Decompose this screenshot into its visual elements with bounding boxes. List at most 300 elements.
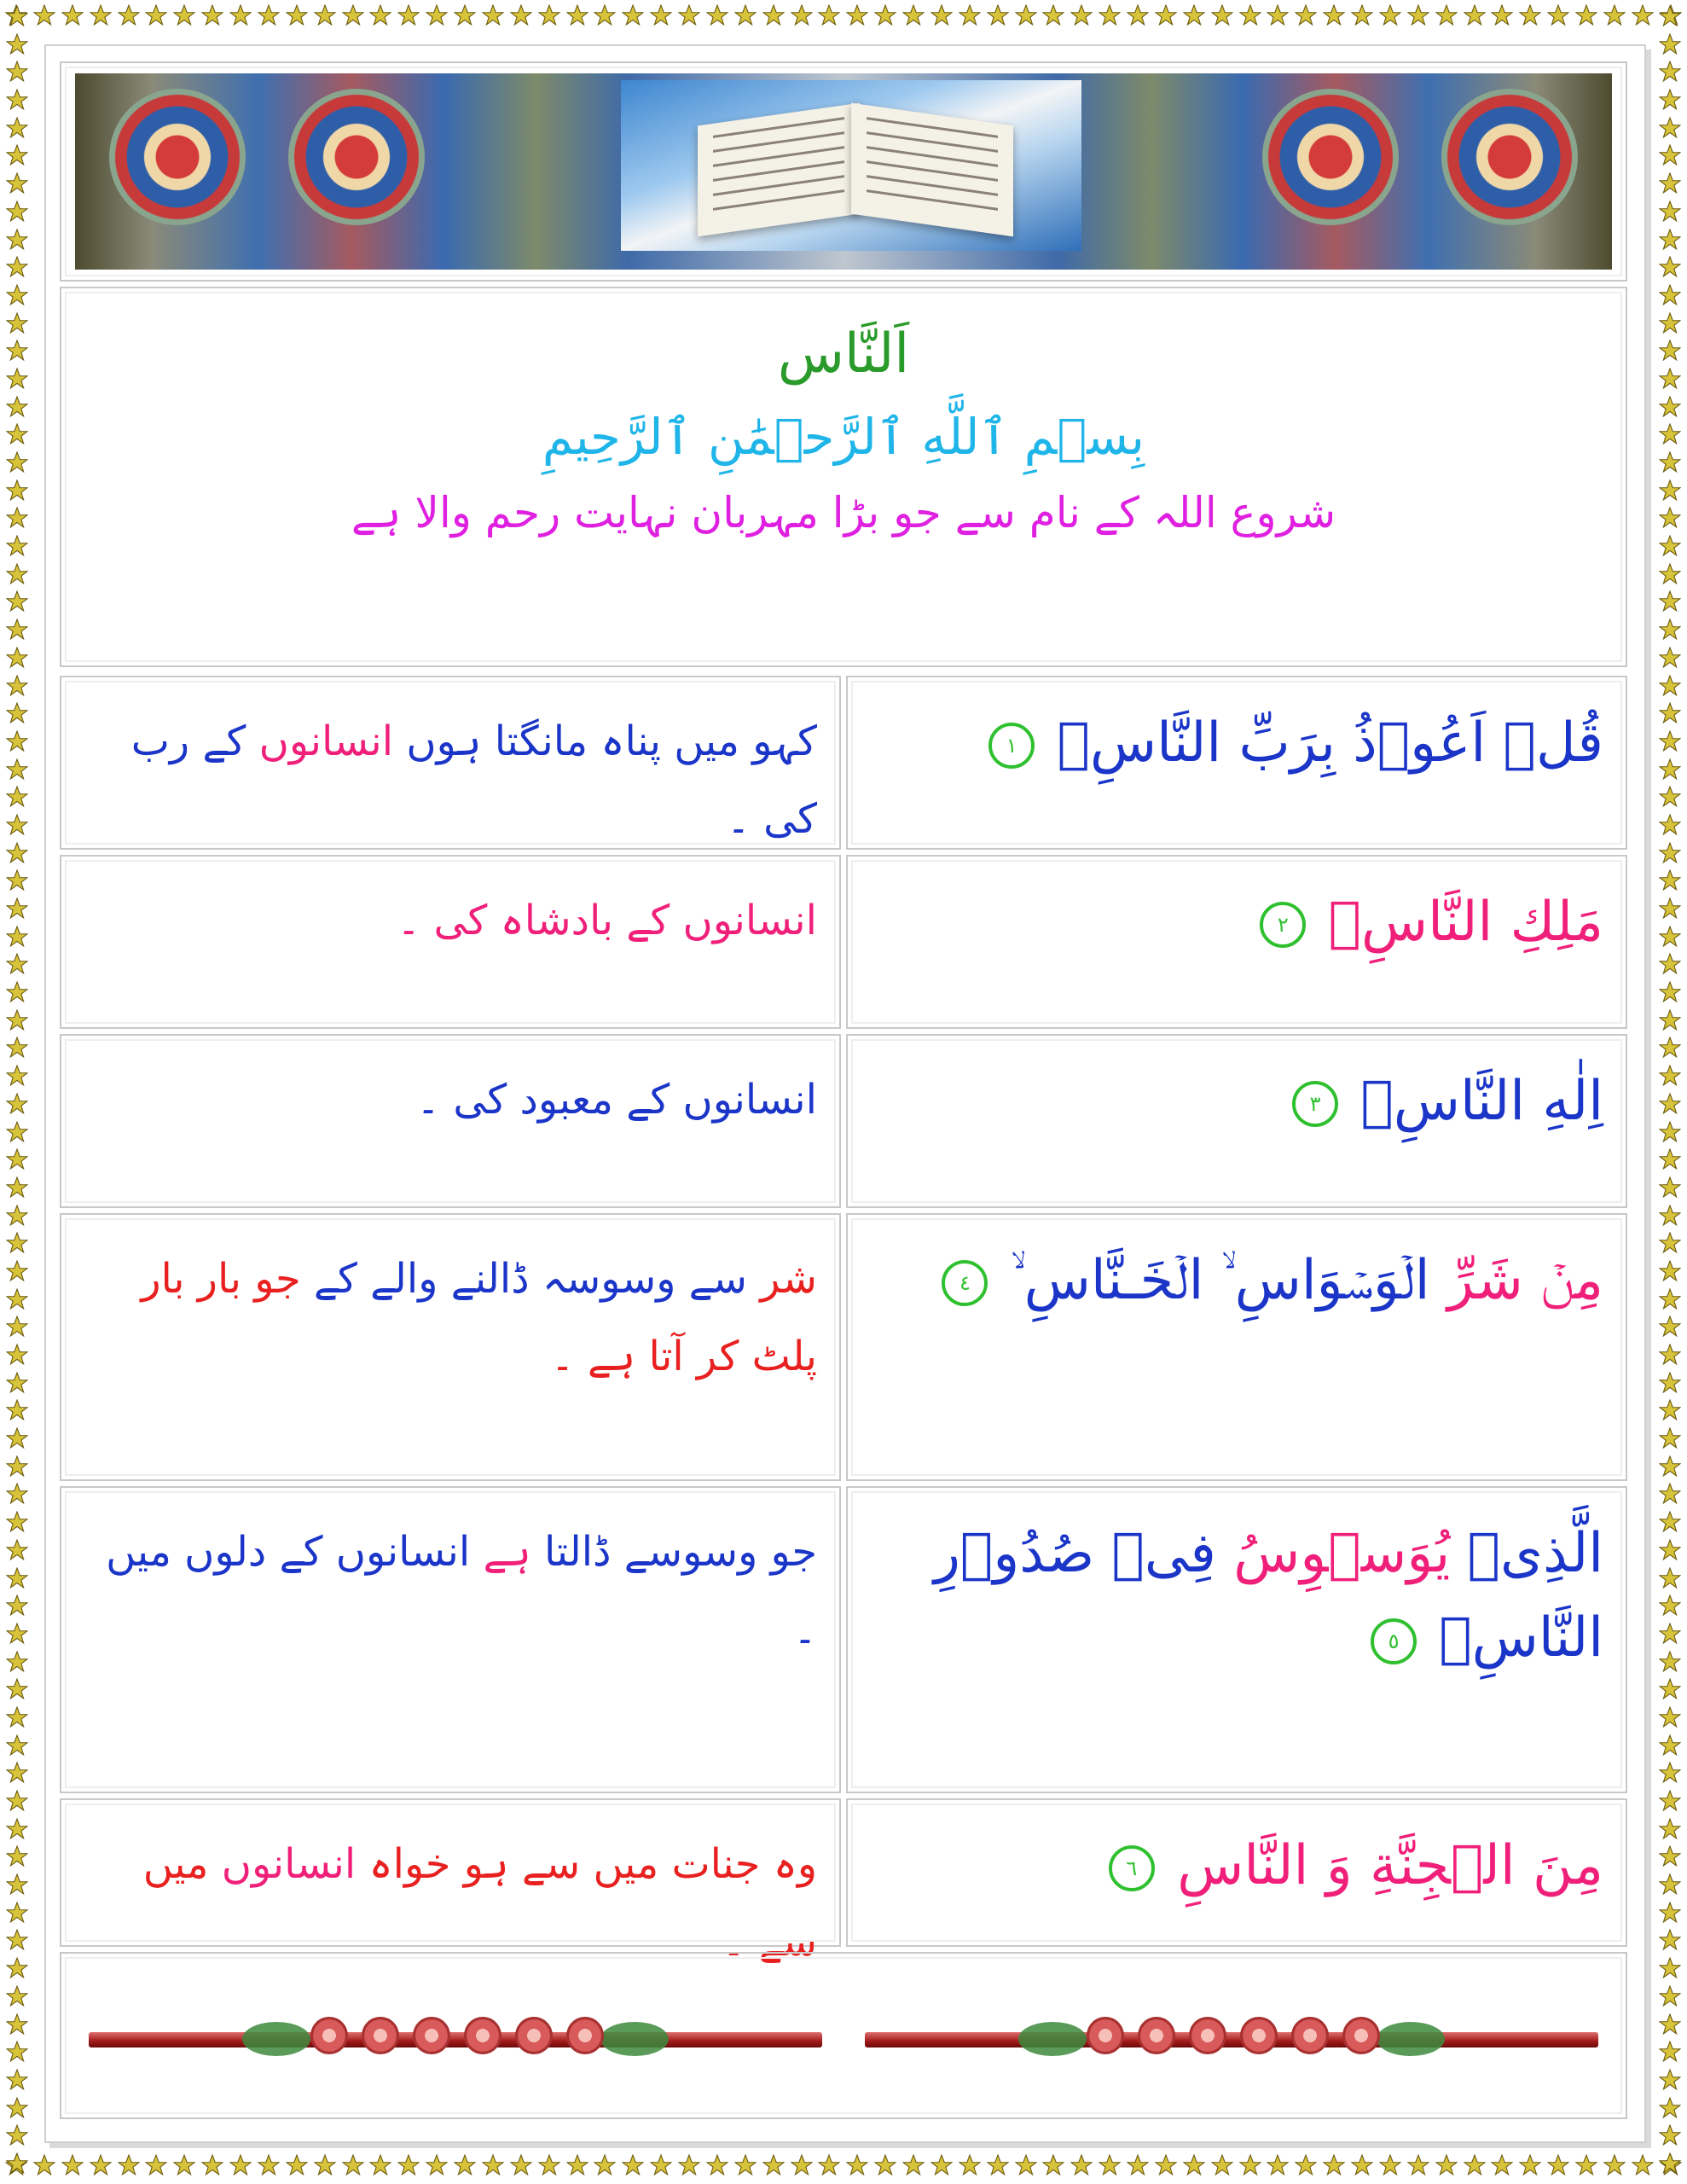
star-icon — [1659, 814, 1681, 839]
star-border-bottom — [0, 2150, 1687, 2184]
star-icon — [930, 4, 953, 30]
urdu-translation-cell — [60, 1034, 841, 1208]
arabic-text: يُوَسۡوِسُ — [1233, 1522, 1451, 1585]
star-icon — [1659, 1455, 1681, 1481]
star-icon — [1659, 2124, 1681, 2150]
arabic-verse-cell — [846, 676, 1627, 850]
rose-garland-icon — [865, 2013, 1598, 2065]
star-icon — [1659, 1845, 1681, 1871]
star-icon — [1659, 1232, 1681, 1258]
floral-ornament-icon — [1262, 89, 1399, 225]
star-icon — [369, 4, 391, 30]
star-icon — [1659, 2152, 1681, 2178]
star-icon — [1659, 2069, 1681, 2094]
banner-panel — [60, 61, 1627, 282]
star-icon — [6, 1957, 28, 1983]
star-icon — [1659, 1427, 1681, 1453]
star-icon — [6, 1372, 28, 1397]
star-icon — [6, 284, 28, 310]
star-icon — [1659, 1037, 1681, 1062]
star-icon — [1491, 2154, 1513, 2180]
star-icon — [959, 2154, 981, 2180]
star-icon — [6, 1623, 28, 1648]
star-icon — [6, 1121, 28, 1147]
star-icon — [1575, 4, 1597, 30]
star-icon — [846, 4, 868, 30]
star-icon — [6, 1902, 28, 1927]
star-icon — [1659, 1093, 1681, 1118]
star-icon — [6, 897, 28, 923]
star-icon — [510, 4, 532, 30]
star-icon — [1659, 340, 1681, 365]
star-icon — [1659, 507, 1681, 532]
star-icon — [874, 2154, 896, 2180]
arabic-text: فِىۡ صُدُوۡرِ النَّاسِۙ — [934, 1522, 1603, 1670]
ayah-number-marker: ٢ — [1260, 902, 1306, 948]
decorative-banner — [75, 73, 1612, 270]
star-icon — [6, 1651, 28, 1676]
star-icon — [426, 4, 448, 30]
star-icon — [6, 229, 28, 254]
star-icon — [1659, 312, 1681, 338]
star-icon — [6, 5, 28, 31]
urdu-text: انسانوں کے دلوں میں ۔ — [106, 1528, 817, 1654]
star-icon — [510, 2154, 532, 2180]
book-page-left — [698, 103, 860, 237]
star-icon — [118, 2154, 140, 2180]
star-icon — [1659, 842, 1681, 868]
star-icon — [1632, 4, 1654, 30]
star-border-top — [0, 0, 1687, 34]
star-icon — [734, 2154, 757, 2180]
star-icon — [1659, 1205, 1681, 1230]
star-icon — [6, 1176, 28, 1202]
star-icon — [6, 1762, 28, 1787]
heading-panel — [60, 287, 1627, 667]
star-icon — [397, 2154, 420, 2180]
verse-row — [60, 676, 1627, 850]
star-icon — [6, 33, 28, 59]
star-icon — [1659, 1706, 1681, 1732]
star-icon — [33, 4, 55, 30]
urdu-translation-cell — [60, 855, 841, 1029]
star-icon — [566, 4, 588, 30]
bismillah: بِسۡمِ ٱللَّهِ ٱلرَّحۡمَٰنِ ٱلرَّحِيمِ — [542, 408, 1145, 466]
arabic-verse-cell — [846, 855, 1627, 1029]
star-icon — [1267, 4, 1289, 30]
star-icon — [650, 2154, 672, 2180]
arabic-text: النَّاسِۙ — [1328, 891, 1493, 954]
ayah-number-marker: ١ — [988, 723, 1035, 769]
star-icon — [1239, 2154, 1261, 2180]
star-icon — [6, 1205, 28, 1230]
star-icon — [6, 451, 28, 477]
star-icon — [6, 1344, 28, 1369]
urdu-translation-cell — [60, 1798, 841, 1966]
star-icon — [1659, 981, 1681, 1007]
star-icon — [1099, 2154, 1121, 2180]
star-icon — [734, 4, 757, 30]
star-icon — [1659, 1790, 1681, 1815]
star-icon — [1491, 4, 1513, 30]
star-icon — [1295, 2154, 1317, 2180]
star-icon — [1267, 2154, 1289, 2180]
arabic-verse-cell — [846, 1486, 1627, 1793]
star-icon — [1435, 4, 1458, 30]
star-icon — [6, 1511, 28, 1536]
verse-row — [60, 855, 1627, 1029]
bismillah-translation: شروع اللہ کے نام سے جو بڑا مہربان نہایت رحم والا ہے — [351, 488, 1336, 537]
star-icon — [6, 423, 28, 449]
arabic-text: مِنَ الۡجِنَّةِ — [1370, 1834, 1603, 1897]
star-icon — [1659, 229, 1681, 254]
star-icon — [6, 1316, 28, 1341]
star-icon — [678, 4, 700, 30]
urdu-translation-cell — [60, 676, 841, 850]
arabic-text: وَ النَّاسِ — [1177, 1834, 1353, 1897]
star-icon — [1323, 4, 1345, 30]
star-icon — [229, 2154, 252, 2180]
star-icon — [818, 4, 840, 30]
star-icon — [314, 2154, 336, 2180]
star-icon — [1659, 1929, 1681, 1955]
verse-row — [60, 1798, 1627, 1966]
star-icon — [6, 1594, 28, 1620]
star-icon — [1547, 2154, 1569, 2180]
star-icon — [1659, 1651, 1681, 1676]
star-icon — [1659, 1678, 1681, 1704]
star-icon — [1659, 1734, 1681, 1760]
floral-ornament-icon — [288, 89, 425, 225]
star-icon — [1659, 1985, 1681, 2011]
star-icon — [1183, 2154, 1205, 2180]
star-icon — [1659, 1009, 1681, 1035]
star-icon — [1659, 1902, 1681, 1927]
star-icon — [1603, 4, 1626, 30]
star-icon — [1659, 172, 1681, 198]
star-icon — [6, 1483, 28, 1508]
star-icon — [6, 926, 28, 951]
star-icon — [538, 2154, 560, 2180]
star-icon — [6, 1929, 28, 1955]
star-icon — [6, 1232, 28, 1258]
star-icon — [6, 1818, 28, 1844]
star-icon — [6, 953, 28, 979]
star-icon — [1659, 675, 1681, 700]
star-icon — [902, 2154, 925, 2180]
star-icon — [258, 2154, 280, 2180]
star-icon — [1659, 1957, 1681, 1983]
star-icon — [1351, 2154, 1373, 2180]
star-icon — [846, 2154, 868, 2180]
arabic-verse-cell — [846, 1798, 1627, 1947]
star-icon — [1659, 1288, 1681, 1314]
star-icon — [201, 4, 223, 30]
star-icon — [6, 1734, 28, 1760]
urdu-translation-cell — [60, 1213, 841, 1481]
star-icon — [6, 981, 28, 1007]
urdu-text: جو بار بار پلٹ کر آتا ہے ۔ — [141, 1255, 817, 1381]
star-icon — [1659, 396, 1681, 421]
open-quran-image — [621, 80, 1081, 251]
star-icon — [622, 4, 644, 30]
floral-ornament-icon — [109, 89, 246, 225]
star-icon — [1042, 4, 1064, 30]
star-icon — [286, 4, 308, 30]
star-icon — [1099, 4, 1121, 30]
star-icon — [1070, 4, 1093, 30]
star-icon — [1659, 1539, 1681, 1565]
star-icon — [6, 144, 28, 170]
star-icon — [342, 4, 364, 30]
star-icon — [1659, 5, 1681, 31]
star-icon — [6, 117, 28, 142]
star-icon — [1127, 2154, 1149, 2180]
star-icon — [6, 758, 28, 784]
star-icon — [1659, 953, 1681, 979]
star-icon — [369, 2154, 391, 2180]
star-icon — [1575, 2154, 1597, 2180]
star-icon — [1659, 1818, 1681, 1844]
star-icon — [987, 2154, 1009, 2180]
star-icon — [987, 4, 1009, 30]
urdu-text: میں سے ۔ — [142, 1840, 817, 1966]
star-icon — [622, 2154, 644, 2180]
star-icon — [1659, 730, 1681, 756]
star-icon — [482, 4, 504, 30]
star-icon — [1519, 4, 1541, 30]
star-icon — [1659, 619, 1681, 644]
star-icon — [6, 2124, 28, 2150]
star-icon — [1659, 2097, 1681, 2123]
star-icon — [1603, 2154, 1626, 2180]
star-icon — [1407, 4, 1429, 30]
star-icon — [1659, 1483, 1681, 1508]
star-icon — [145, 4, 167, 30]
star-icon — [6, 563, 28, 589]
star-icon — [1659, 926, 1681, 951]
star-icon — [6, 61, 28, 86]
star-icon — [791, 2154, 813, 2180]
star-icon — [1659, 479, 1681, 505]
star-icon — [6, 1790, 28, 1815]
star-icon — [1323, 2154, 1345, 2180]
star-icon — [1379, 4, 1401, 30]
star-icon — [6, 842, 28, 868]
ayah-number-marker: ٣ — [1292, 1081, 1338, 1127]
star-icon — [650, 4, 672, 30]
star-icon — [1015, 4, 1037, 30]
star-icon — [1659, 1873, 1681, 1899]
star-icon — [6, 1985, 28, 2011]
star-icon — [706, 2154, 728, 2180]
star-icon — [1659, 144, 1681, 170]
star-icon — [1519, 2154, 1541, 2180]
arabic-text: اِلٰهِ — [1542, 1070, 1603, 1133]
star-icon — [6, 200, 28, 226]
star-icon — [1211, 2154, 1233, 2180]
urdu-text: سے وسوسہ ڈالنے والے کے — [313, 1255, 748, 1303]
urdu-text: کہو میں پناہ مانگتا ہوں — [406, 717, 817, 765]
star-icon — [482, 2154, 504, 2180]
star-icon — [1547, 4, 1569, 30]
arabic-text: الۡوَسۡوَاسِ ۙ الۡخَـنَّاسِ ۙ — [1010, 1249, 1430, 1312]
star-icon — [6, 786, 28, 811]
star-icon — [1659, 368, 1681, 393]
urdu-text: انسانوں — [221, 1840, 357, 1888]
star-icon — [1155, 4, 1177, 30]
star-icon — [6, 1455, 28, 1481]
star-icon — [1659, 869, 1681, 895]
star-icon — [1659, 451, 1681, 477]
star-icon — [1659, 1260, 1681, 1286]
star-icon — [1659, 1344, 1681, 1369]
star-icon — [61, 2154, 84, 2180]
urdu-text: انسانوں کے معبود کی ۔ — [415, 1076, 817, 1124]
star-icon — [1659, 117, 1681, 142]
star-icon — [201, 2154, 223, 2180]
star-icon — [6, 535, 28, 561]
star-icon — [1659, 256, 1681, 282]
star-icon — [1659, 1316, 1681, 1341]
star-icon — [6, 730, 28, 756]
star-icon — [1659, 1399, 1681, 1425]
star-icon — [6, 507, 28, 532]
star-icon — [6, 619, 28, 644]
star-icon — [6, 2069, 28, 2094]
surah-title: اَلنَّاس — [777, 322, 910, 386]
star-icon — [6, 1539, 28, 1565]
star-icon — [1295, 4, 1317, 30]
star-icon — [594, 4, 616, 30]
star-icon — [6, 590, 28, 616]
urdu-text: جو وسوسے ڈالتا — [544, 1528, 817, 1576]
floral-ornament-icon — [1441, 89, 1578, 225]
star-icon — [6, 702, 28, 728]
star-icon — [1659, 590, 1681, 616]
star-icon — [1659, 1511, 1681, 1536]
star-icon — [1183, 4, 1205, 30]
star-icon — [90, 4, 112, 30]
star-icon — [1351, 4, 1373, 30]
ayah-number-marker: ٤ — [942, 1260, 988, 1306]
star-icon — [229, 4, 252, 30]
star-icon — [1659, 647, 1681, 672]
star-icon — [930, 2154, 953, 2180]
star-icon — [678, 2154, 700, 2180]
star-icon — [1659, 535, 1681, 561]
star-icon — [6, 1009, 28, 1035]
star-icon — [6, 675, 28, 700]
star-icon — [6, 1148, 28, 1174]
star-icon — [6, 1399, 28, 1425]
verse-row — [60, 1213, 1627, 1481]
star-icon — [1659, 1176, 1681, 1202]
star-icon — [594, 2154, 616, 2180]
arabic-text: مِنۡ شَرِّ — [1446, 1249, 1603, 1312]
page-frame — [44, 44, 1646, 2143]
star-icon — [1659, 1623, 1681, 1648]
star-icon — [6, 1678, 28, 1704]
star-icon — [173, 4, 195, 30]
star-icon — [6, 2041, 28, 2066]
star-icon — [173, 2154, 195, 2180]
star-icon — [566, 2154, 588, 2180]
star-icon — [6, 2013, 28, 2039]
star-icon — [1464, 2154, 1486, 2180]
star-icon — [791, 4, 813, 30]
star-icon — [61, 4, 84, 30]
star-icon — [1659, 284, 1681, 310]
star-icon — [1127, 4, 1149, 30]
star-icon — [6, 340, 28, 365]
star-icon — [6, 312, 28, 338]
star-icon — [1070, 2154, 1093, 2180]
arabic-text: قُلۡ اَعُوۡذُ — [1353, 712, 1603, 775]
star-icon — [1659, 786, 1681, 811]
star-icon — [1659, 61, 1681, 86]
star-icon — [1659, 702, 1681, 728]
arabic-verse-cell — [846, 1213, 1627, 1481]
arabic-verse-cell — [846, 1034, 1627, 1208]
star-icon — [1239, 4, 1261, 30]
star-icon — [538, 4, 560, 30]
urdu-text: ہے — [483, 1528, 531, 1576]
star-border-left — [0, 0, 34, 2184]
star-icon — [1659, 200, 1681, 226]
star-icon — [1211, 4, 1233, 30]
star-icon — [874, 4, 896, 30]
star-icon — [286, 2154, 308, 2180]
ayah-number-marker: ٦ — [1109, 1845, 1155, 1891]
star-icon — [6, 869, 28, 895]
star-icon — [1379, 2154, 1401, 2180]
star-icon — [1659, 1594, 1681, 1620]
star-icon — [1632, 2154, 1654, 2180]
star-icon — [762, 2154, 785, 2180]
star-icon — [6, 479, 28, 505]
star-icon — [6, 1873, 28, 1899]
star-icon — [454, 2154, 476, 2180]
star-icon — [6, 1288, 28, 1314]
arabic-text: الَّذِىۡ — [1467, 1522, 1603, 1585]
star-icon — [6, 396, 28, 421]
urdu-text: انسانوں کے بادشاہ کی ۔ — [397, 897, 817, 944]
star-icon — [1464, 4, 1486, 30]
book-page-right — [851, 103, 1013, 237]
rose-garland-icon — [89, 2013, 822, 2065]
star-icon — [6, 1260, 28, 1286]
urdu-translation-cell — [60, 1486, 841, 1793]
star-icon — [1659, 1148, 1681, 1174]
verse-row — [60, 1486, 1627, 1793]
star-icon — [6, 647, 28, 672]
star-icon — [1659, 423, 1681, 449]
star-icon — [818, 2154, 840, 2180]
star-icon — [6, 368, 28, 393]
star-icon — [1659, 1372, 1681, 1397]
star-icon — [1435, 2154, 1458, 2180]
urdu-text: کے رب کی ۔ — [130, 717, 817, 844]
star-icon — [1659, 563, 1681, 589]
star-icon — [1659, 89, 1681, 114]
star-icon — [1659, 2013, 1681, 2039]
star-icon — [1659, 758, 1681, 784]
star-icon — [959, 4, 981, 30]
star-icon — [342, 2154, 364, 2180]
star-icon — [706, 4, 728, 30]
arabic-text: مَلِكِ — [1510, 891, 1603, 954]
